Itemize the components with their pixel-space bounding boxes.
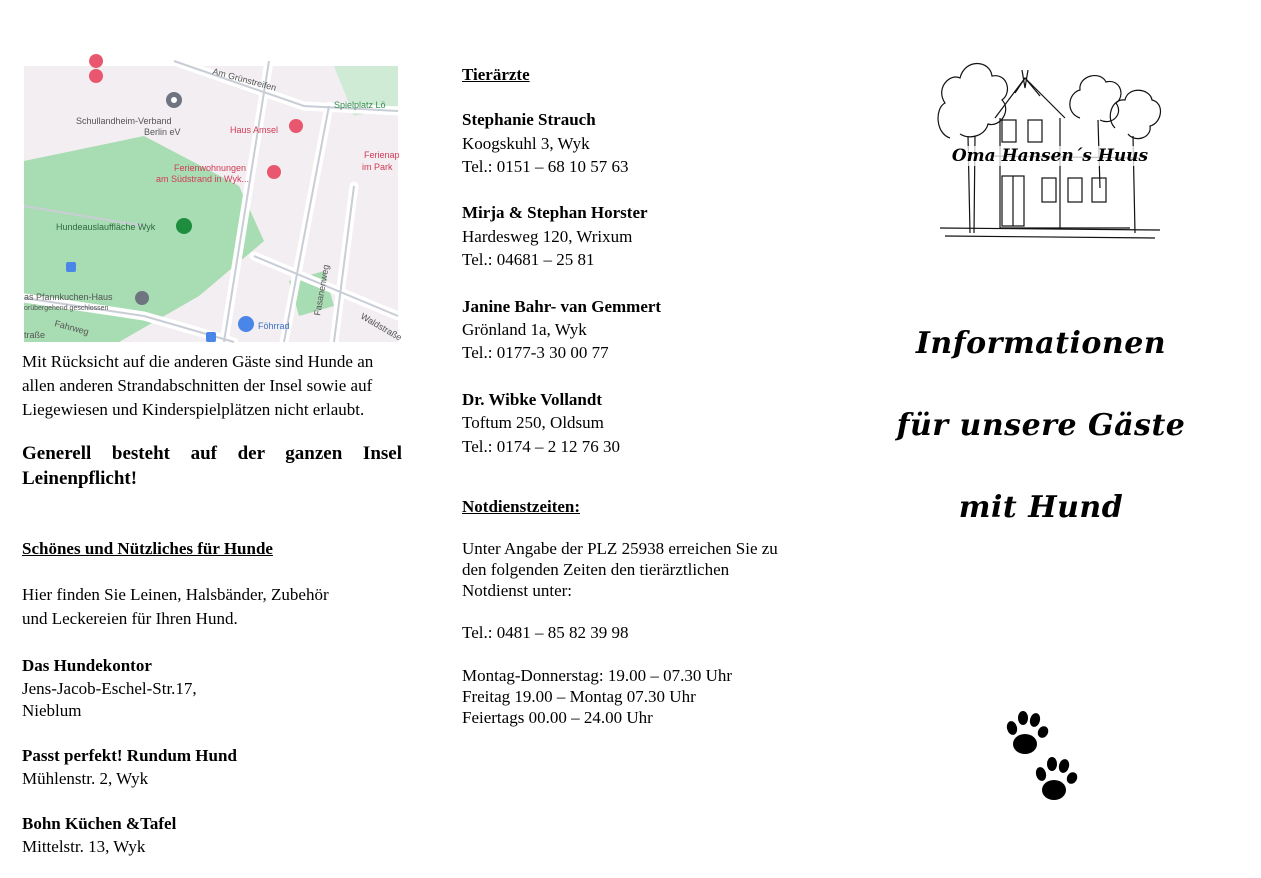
notice-line: Mit Rücksicht auf die anderen Gäste sind Hunde an [22, 352, 374, 371]
shop-name: Bohn Küchen &Tafel [22, 814, 177, 833]
title-line2: für unsere Gäste [896, 408, 1186, 443]
map-label-fahrweg: Fahrweg [53, 318, 90, 337]
vet-phone: Tel.: 0151 – 68 10 57 63 [462, 157, 629, 176]
vets-heading: Tierärzte [462, 65, 530, 84]
emergency-phone: Tel.: 0481 – 85 82 39 98 [462, 623, 629, 642]
location-map [24, 66, 404, 343]
shop-address: Jens-Jacob-Eschel-Str.17, [22, 679, 197, 698]
vet-address: Hardesweg 120, Wrixum [462, 227, 633, 246]
emergency-time: Montag-Donnerstag: 19.00 – 07.30 Uhr [462, 666, 733, 685]
vet-address: Toftum 250, Oldsum [462, 413, 604, 432]
emergency-intro-line: Notdienst unter: [462, 581, 573, 600]
vet-name: Janine Bahr- van Gemmert [462, 297, 662, 316]
map-label-spielplatz: Spielplatz Lö [334, 100, 386, 110]
shop-name: Passt perfekt! Rundum Hund [22, 746, 237, 765]
map-label-schullandheim-2: Berlin eV [144, 127, 181, 137]
map-label-ferienap-2: im Park [362, 162, 393, 172]
emergency-heading: Notdienstzeiten: [462, 497, 581, 516]
emergency-intro-line: den folgenden Zeiten den tierärztlichen [462, 560, 730, 579]
title-line3: mit Hund [958, 490, 1124, 525]
map-label-foehrrad: Föhrrad [258, 321, 290, 331]
notice-line: allen anderen Strandabschnitten der Insel sowie auf [22, 376, 373, 395]
map-label-haus-amsel: Haus Amsel [230, 125, 279, 135]
title-line1: Informationen [915, 326, 1167, 361]
map-label-pfannkuchen-2: orübergehend geschlossen [24, 305, 109, 312]
map-label-schullandheim-1: Schullandheim-Verband [76, 116, 172, 126]
map-label-ferienap-1: Ferienap [364, 150, 400, 160]
map-label-fasanenweg: Fasanenweg [312, 263, 331, 317]
shop-address: Mühlenstr. 2, Wyk [22, 769, 149, 788]
vet-name: Mirja & Stephan Horster [462, 203, 648, 222]
emergency-time: Freitag 19.00 – Montag 07.30 Uhr [462, 687, 696, 706]
shops-intro: und Leckereien für Ihren Hund. [22, 609, 238, 628]
shops-heading: Schönes und Nützliches für Hunde [22, 539, 273, 558]
emergency-intro-line: Unter Angabe der PLZ 25938 erreichen Sie zu [462, 539, 778, 558]
map-label-hundeauslauf: Hundeauslauffläche Wyk [56, 222, 156, 232]
map-label-ferienwohnungen-2: am Südstrand in Wyk... [156, 174, 249, 184]
paw-prints-icon [998, 704, 1088, 814]
leash-notice-line2: Leinenpflicht! [22, 468, 138, 489]
logo-text: Oma Hansen´s Huus [930, 146, 1170, 166]
house-logo [930, 48, 1170, 243]
vet-address: Koogskuhl 3, Wyk [462, 134, 590, 153]
map-label-ferienwohnungen-1: Ferienwohnungen [174, 163, 247, 173]
map-label-gruenstreifen: Am Grünstreifen [211, 66, 278, 93]
vet-phone: Tel.: 0177-3 30 00 77 [462, 343, 609, 362]
map-label-strasse: traße [24, 330, 46, 340]
shop-address: Mittelstr. 13, Wyk [22, 837, 146, 856]
map-graphic [24, 66, 404, 343]
vet-name: Dr. Wibke Vollandt [462, 390, 603, 409]
leash-notice-line1: Generell besteht auf der ganzen Insel [22, 443, 402, 464]
vet-name: Stephanie Strauch [462, 110, 596, 129]
emergency-time: Feiertags 00.00 – 24.00 Uhr [462, 708, 653, 727]
vet-phone: Tel.: 04681 – 25 81 [462, 250, 595, 269]
map-label-waldstrasse: Waldstraße [359, 311, 404, 343]
vet-address: Grönland 1a, Wyk [462, 320, 587, 339]
map-label-pfannkuchen-1: as Pfannkuchen-Haus [24, 292, 113, 302]
shop-name: Das Hundekontor [22, 656, 152, 675]
notice-line: Liegewiesen und Kinderspielplätzen nicht erlaubt. [22, 400, 365, 419]
shop-address: Nieblum [22, 701, 82, 720]
vet-phone: Tel.: 0174 – 2 12 76 30 [462, 437, 620, 456]
shops-intro: Hier finden Sie Leinen, Halsbänder, Zubehör [22, 585, 329, 604]
